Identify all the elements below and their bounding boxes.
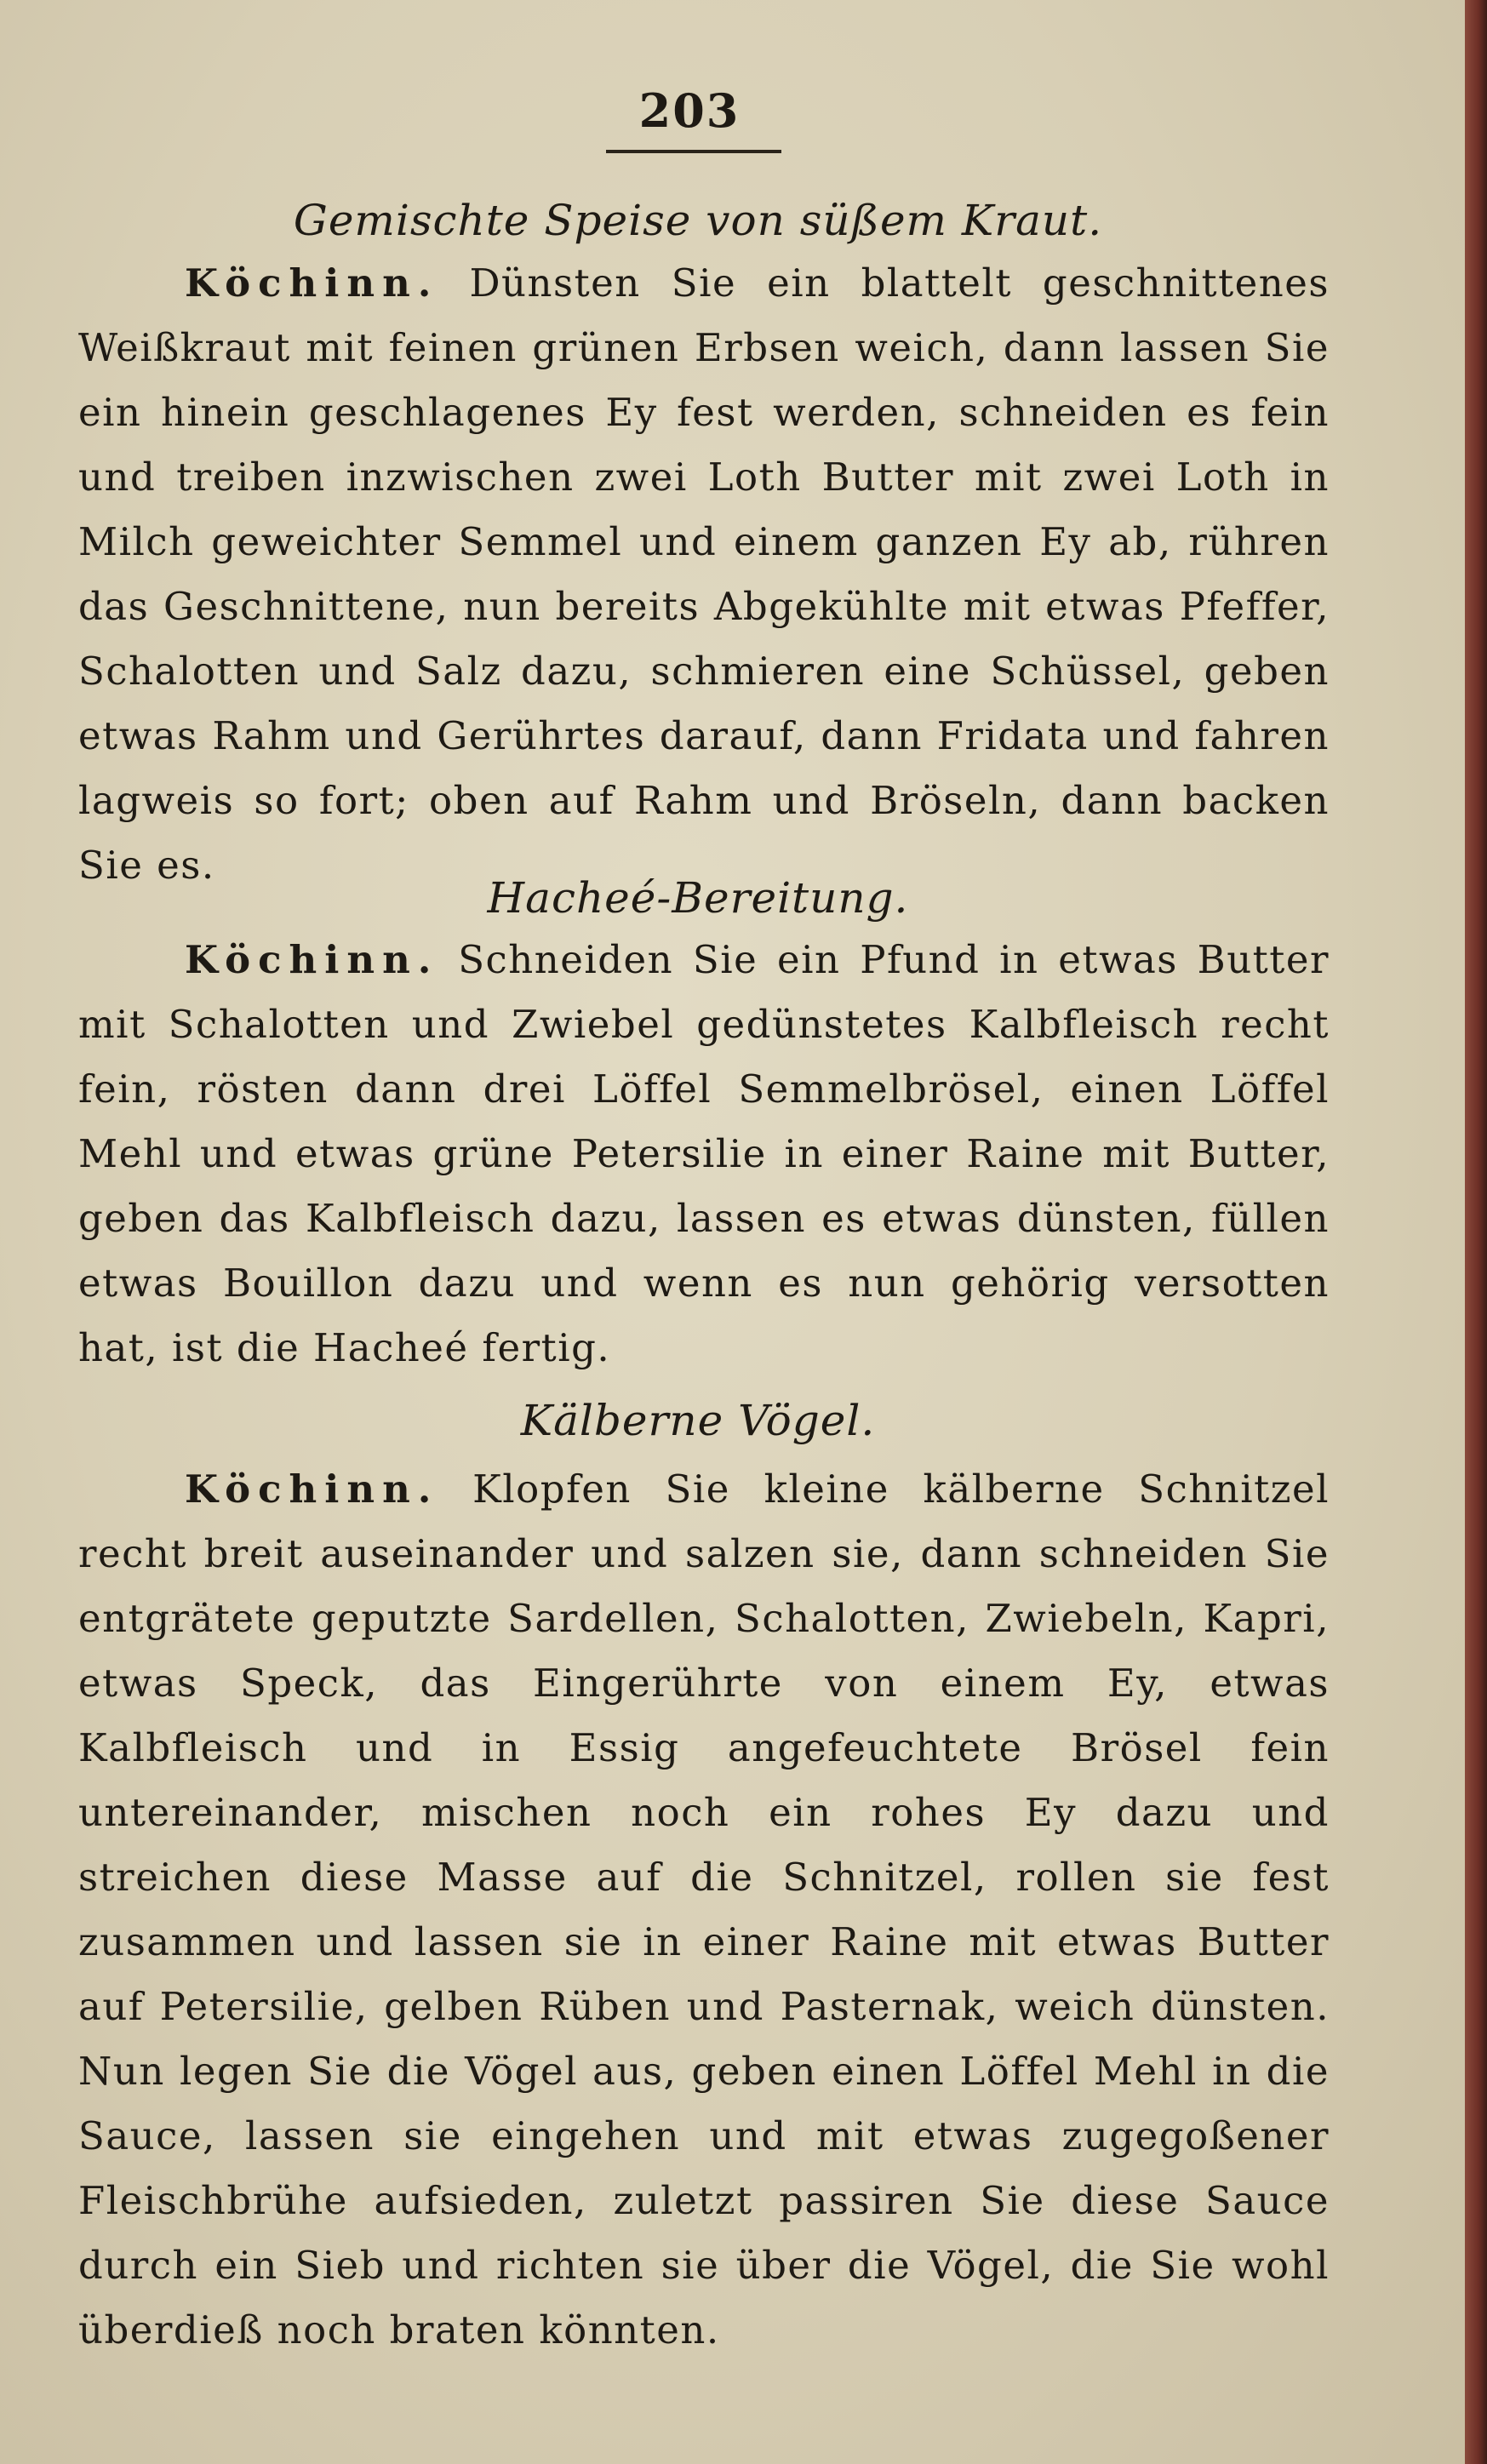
page-number: 203 bbox=[638, 83, 741, 138]
recipe-heading: Hacheé-Bereitung. bbox=[487, 873, 909, 923]
recipe-text: Klopfen Sie kleine kälberne Schnitzel recht breit auseinander und salzen sie, dann schneiden Sie entgrätete geputzte Sardellen, Schalotten, Zwiebeln, Kapri, etwas Speck, das Eingerührte von einem Ey, etwas Kalbfleisch und in Essig angefeuchtete Brösel fein untereinander, mischen noch ein rohes Ey dazu und streichen diese Masse auf die Schnitzel, rollen sie fest zusammen und lassen sie in einer Raine mit etwas Butter auf Petersilie, gelben Rüben und Pasternak, weich dünsten. Nun legen Sie die Vögel aus, geben einen Löffel Mehl in die Sauce, lassen sie eingehen und mit etwas zugegoßener Fleischbrühe aufsieden, zuletzt passiren Sie diese Sauce durch ein Sieb und richten sie über die Vögel, die Sie wohl überdieß noch braten könnten. bbox=[78, 1466, 1330, 2353]
speaker-label: Köchinn. bbox=[185, 260, 439, 306]
recipe-heading: Gemischte Speise von süßem Kraut. bbox=[293, 196, 1103, 245]
recipe-text: Schneiden Sie ein Pfund in etwas Butter mit Schalotten und Zwiebel gedünstetes Kalbfleisch recht fein, rösten dann drei Löffel Semmelbrösel, einen Löffel Mehl und etwas grüne Petersilie in einer Raine mit Butter, geben das Kalbfleisch dazu, lassen es etwas dünsten, füllen etwas Bouillon dazu und wenn es nun gehörig versotten hat, ist die Hacheé fertig. bbox=[78, 937, 1330, 1370]
page-number-rule bbox=[606, 150, 781, 153]
speaker-label: Köchinn. bbox=[185, 1466, 439, 1512]
speaker-label: Köchinn. bbox=[185, 937, 439, 982]
recipe-paragraph bbox=[78, 251, 1330, 898]
recipe-heading: Kälberne Vögel. bbox=[520, 1396, 876, 1445]
book-binding-edge bbox=[1465, 0, 1487, 2464]
recipe-paragraph bbox=[78, 1457, 1330, 2363]
recipe-paragraph bbox=[78, 928, 1330, 1381]
recipe-text: Dünsten Sie ein blattelt geschnittenes Weißkraut mit feinen grünen Erbsen weich, dann lassen Sie ein hinein geschlagenes Ey fest werden, schneiden es fein und treiben inzwischen zwei Loth Butter mit zwei Loth in Milch geweichter Semmel und einem ganzen Ey ab, rühren das Geschnittene, nun bereits Abgekühlte mit etwas Pfeffer, Schalotten und Salz dazu, schmieren eine Schüssel, geben etwas Rahm und Gerührtes darauf, dann Fridata und fahren lagweis so fort; oben auf Rahm und Bröseln, dann backen Sie es. bbox=[78, 260, 1330, 888]
